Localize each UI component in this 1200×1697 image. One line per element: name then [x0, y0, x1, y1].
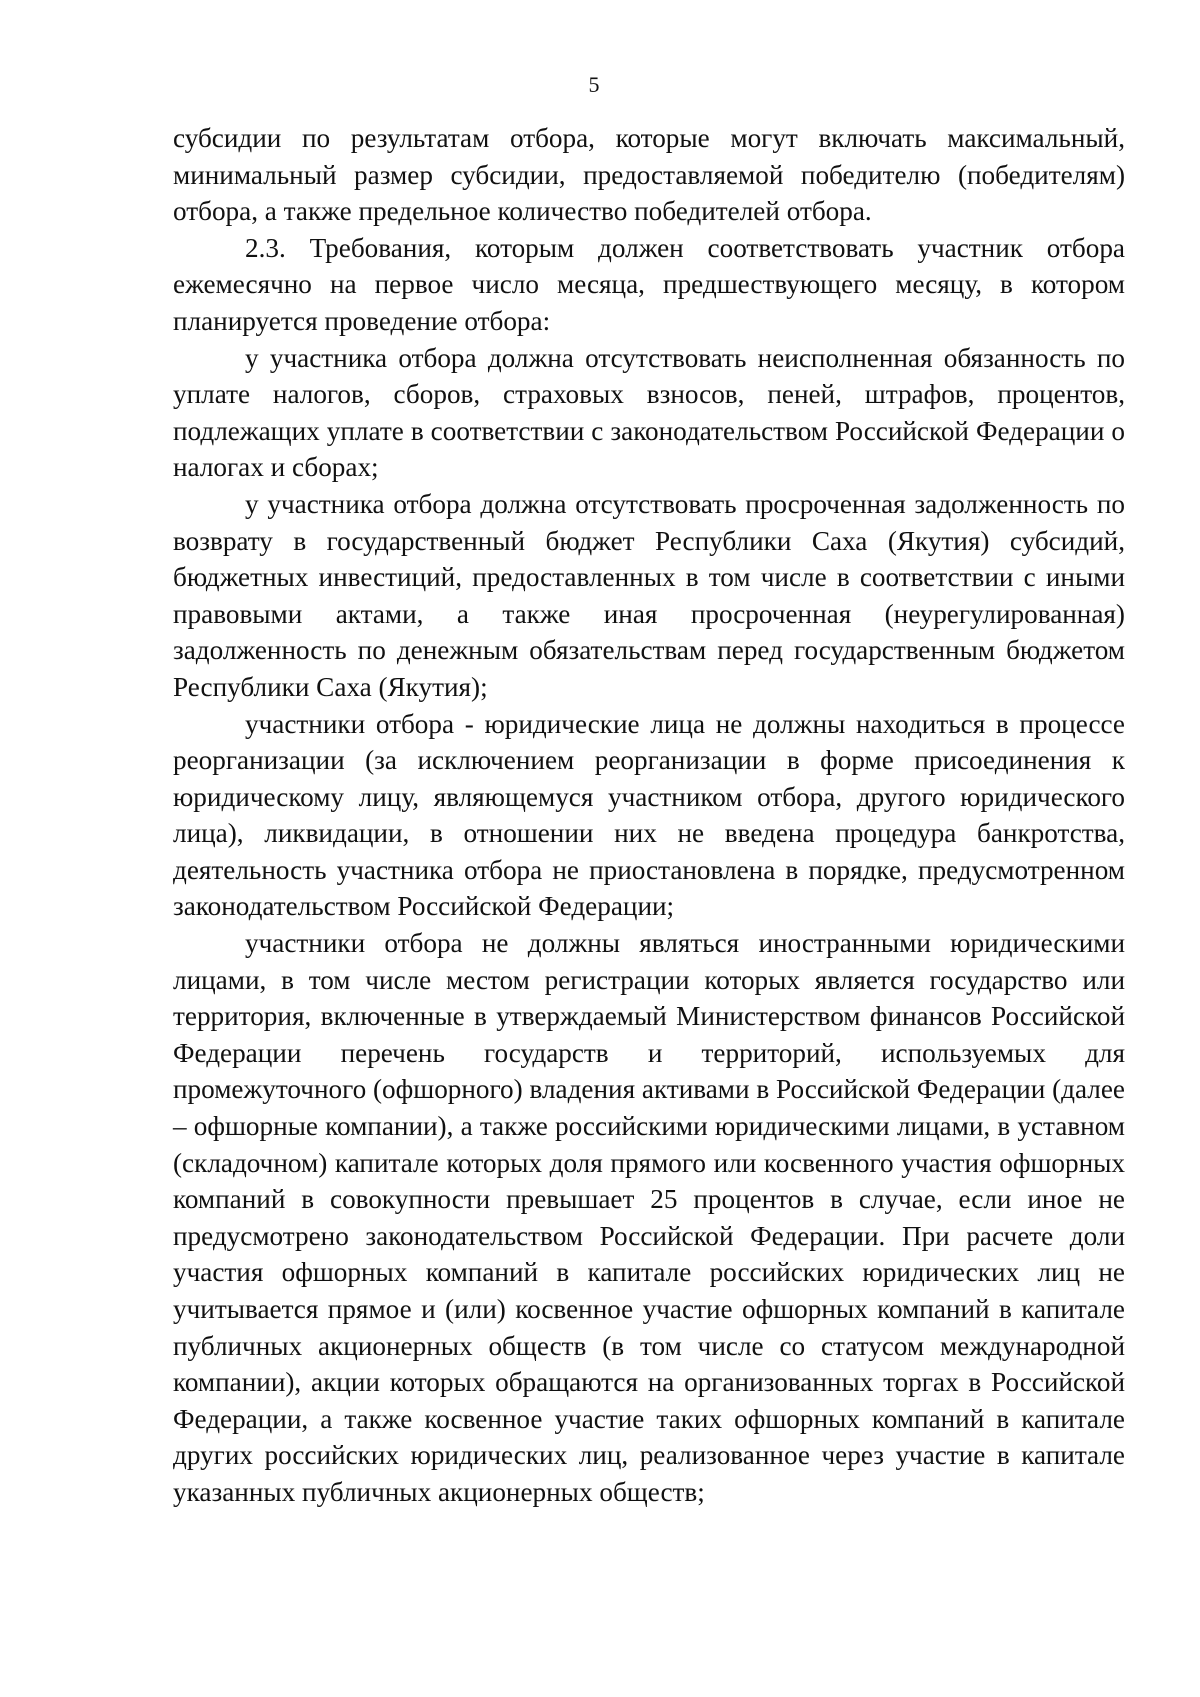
paragraph-overdue-debt: у участника отбора должна отсутствовать просроченная задолженность по возврату в государственный бюджет Республики Саха (Якутия) субсидий, бюджетных инвестиций, предоставленных в том числе в соответствии с иными правовыми актами, а также иная просроченная (неурегулированная) задолженность по денежным обязательствам перед государственным бюджетом Республики Саха (Якутия); — [173, 488, 1125, 702]
paragraph-tax-obligations: у участника отбора должна отсутствовать неисполненная обязанность по уплате налогов, сборов, страховых взносов, пеней, штрафов, процентов, подлежащих уплате в соответствии с законодательством Российской Федерации о налогах и сборах; — [173, 342, 1125, 483]
paragraph-reorganization: участники отбора - юридические лица не должны находиться в процессе реорганизации (за исключением реорганизации в форме присоединения к юридическому лицу, являющемуся участником отбора, другого юридического лица), ликвидации, в отношении них не введена процедура банкротства, деятельность участника отбора не приостановлена в порядке, предусмотренном законодательством Российской Федерации; — [173, 708, 1125, 922]
paragraph-section-2-3: 2.3. Требования, которым должен соответствовать участник отбора ежемесячно на первое число месяца, предшествующего месяцу, в котором планируется проведение отбора: — [173, 232, 1125, 336]
paragraph-continuation: субсидии по результатам отбора, которые могут включать максимальный, минимальный размер субсидии, предоставляемой победителю (победителям) отбора, а также предельное количество победителей отбора. — [173, 123, 1125, 227]
paragraph-offshore-companies: участники отбора не должны являться иностранными юридическими лицами, в том числе местом регистрации которых является государство или территория, включенные в утверждаемый Министерством финансов Российской Федерации перечень государств и территорий, используемых для промежуточного (офшорного) владения активами в Российской Федерации (далее – офшорные компании), а также российскими юридическими лицами, в уставном (складочном) капитале которых доля прямого или косвенного участия офшорных компаний в совокупности превышает 25 процентов в случае, если иное не предусмотрено законодательством Российской Федерации. При расчете доли участия офшорных компаний в капитале российских юридических лиц не учитывается прямое и (или) косвенное участие офшорных компаний в капитале публичных акционерных обществ (в том числе со статусом международной компании), акции которых обращаются на организованных торгах в Российской Федерации, а также косвенное участие таких офшорных компаний в капитале других российских юридических лиц, реализованное через участие в капитале указанных публичных акционерных обществ; — [173, 928, 1125, 1507]
document-body — [173, 120, 1125, 1511]
page-number: 5 — [588, 72, 600, 97]
